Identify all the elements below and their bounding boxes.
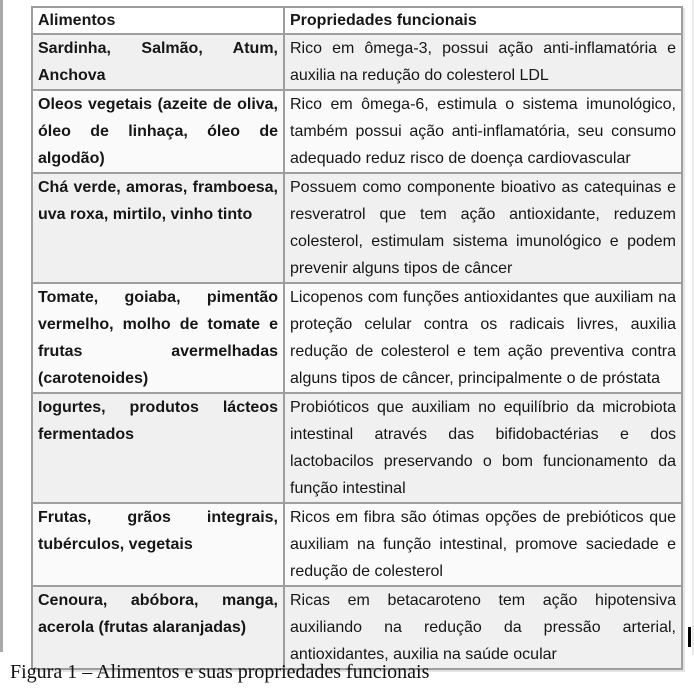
table-row	[32, 34, 682, 90]
column-header-alimentos: Alimentos	[32, 7, 284, 34]
propriedade-cell: Ricas em betacaroteno tem ação hipotensiva auxiliando na redução da pressão arterial, antioxidantes, auxilia na saúde ocular	[284, 586, 682, 669]
table-row	[32, 90, 682, 173]
column-header-propriedades: Propriedades funcionais	[284, 7, 682, 34]
propriedade-cell: Possuem como componente bioativo as catequinas e resveratrol que tem ação antioxidante, reduzem colesterol, estimulam sistema imunológico e podem prevenir alguns tipos de câncer	[284, 173, 682, 283]
propriedade-cell: Rico em ômega-3, possui ação anti-inflamatória e auxilia na redução do colesterol LDL	[284, 34, 682, 90]
functional-foods-table	[31, 6, 683, 670]
propriedade-cell: Ricos em fibra são ótimas opções de prebióticos que auxiliam na função intestinal, promove saciedade e redução de colesterol	[284, 503, 682, 586]
alimento-cell: Oleos vegetais (azeite de oliva, óleo de linhaça, óleo de algodão)	[32, 90, 284, 173]
alimento-cell: Iogurtes, produtos lácteos fermentados	[32, 393, 284, 503]
table-row	[32, 503, 682, 586]
alimento-cell: Chá verde, amoras, framboesa, uva roxa, mirtilo, vinho tinto	[32, 173, 284, 283]
table-row	[32, 586, 682, 669]
figure-caption: Figura 1 – Alimentos e suas propriedades funcionais	[10, 661, 430, 683]
alimento-cell: Sardinha, Salmão, Atum, Anchova	[32, 34, 284, 90]
propriedade-cell: Rico em ômega-6, estimula o sistema imunológico, também possui ação anti-inflamatória, seu consumo adequado reduz risco de doença cardiovascular	[284, 90, 682, 173]
propriedade-cell: Probióticos que auxiliam no equilíbrio da microbiota intestinal através das bifidobactérias e dos lactobacilos preservando o bom funcionamento da função intestinal	[284, 393, 682, 503]
alimento-cell: Tomate, goiaba, pimentão vermelho, molho de tomate e frutas avermelhadas (carotenoides)	[32, 283, 284, 393]
table-row	[32, 173, 682, 283]
table-row	[32, 283, 682, 393]
propriedade-cell: Licopenos com funções antioxidantes que auxiliam na proteção celular contra os radicais livres, auxilia redução de colesterol e tem ação preventiva contra alguns tipos de câncer, principalmente o de próstata	[284, 283, 682, 393]
alimento-cell: Frutas, grãos integrais, tubérculos, vegetais	[32, 503, 284, 586]
alimento-cell: Cenoura, abóbora, manga, acerola (frutas alaranjadas)	[32, 586, 284, 669]
page-left-edge-line	[0, 0, 3, 652]
header-row	[32, 7, 682, 34]
text-cursor	[688, 627, 691, 647]
table-row	[32, 393, 682, 503]
